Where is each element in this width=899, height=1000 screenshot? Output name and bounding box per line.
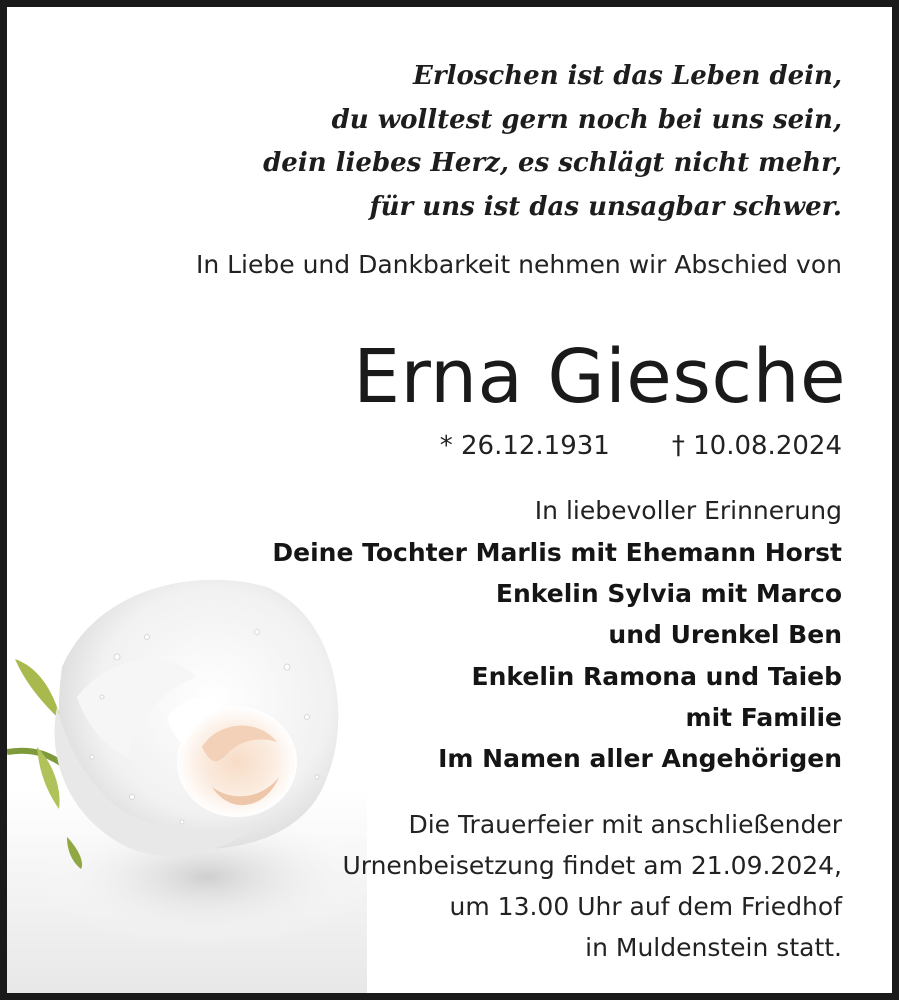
birth-date: * 26.12.1931 — [439, 431, 610, 461]
farewell-intro: In Liebe und Dankbarkeit nehmen wir Abschied von — [195, 250, 842, 279]
poem — [263, 55, 842, 229]
mourner-line: und Urenkel Ben — [608, 620, 842, 650]
life-dates — [440, 427, 842, 465]
poem-line: dein liebes Herz, es schlägt nicht mehr, — [263, 148, 842, 178]
mourner-line: Im Namen aller Angehörigen — [438, 744, 842, 774]
mourner-line: Deine Tochter Marlis mit Ehemann Horst — [272, 538, 842, 567]
ceremony-line: in Muldenstein statt. — [585, 933, 842, 962]
mourners-list — [272, 532, 842, 779]
ceremony-line: Urnenbeisetzung findet am 21.09.2024, — [342, 851, 842, 880]
mourner-line: Enkelin Ramona und Taieb — [471, 661, 842, 691]
poem-line: Erloschen ist das Leben dein, — [413, 61, 842, 91]
mourner-line: mit Familie — [685, 702, 842, 732]
poem-line: für uns ist das unsagbar schwer. — [369, 191, 842, 222]
ceremony-info — [342, 804, 842, 968]
remembrance-line: In liebevoller Erinnerung — [534, 496, 842, 525]
death-date: † 10.08.2024 — [671, 431, 842, 461]
ceremony-line: Die Trauerfeier mit anschließender — [408, 810, 842, 839]
poem-line: du wolltest gern noch bei uns sein, — [331, 104, 842, 135]
mourner-line: Enkelin Sylvia mit Marco — [495, 579, 842, 609]
deceased-name: Erna Giesche — [353, 334, 846, 420]
ceremony-line: um 13.00 Uhr auf dem Friedhof — [449, 892, 842, 921]
